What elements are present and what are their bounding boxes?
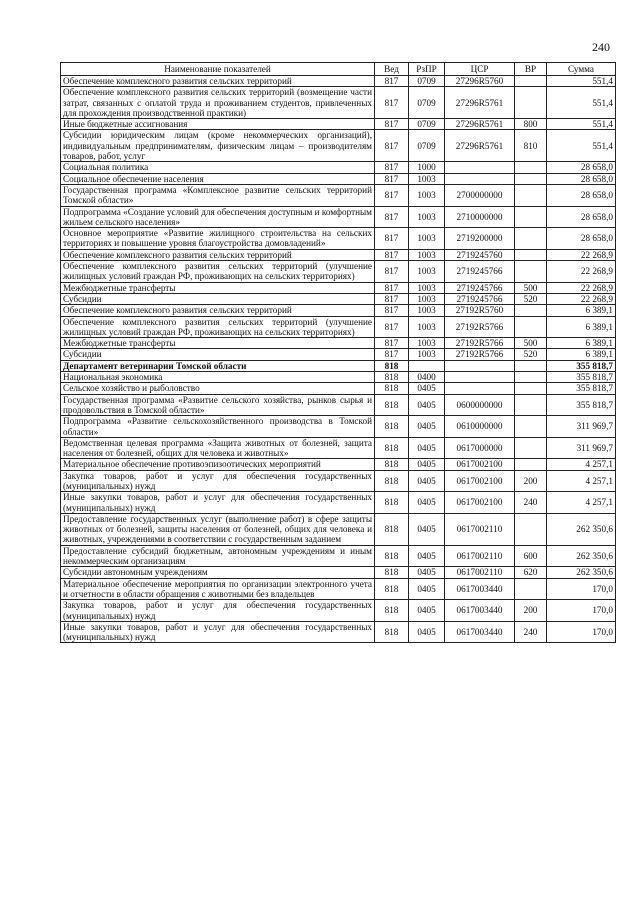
row-csr-cell: 0610000000 <box>445 416 515 438</box>
row-name-cell: Иные закупки товаров, работ и услуг для обеспечения государственных (муниципальных) нужд <box>61 621 375 643</box>
row-sum-cell: 22 268,9 <box>547 282 616 293</box>
header-sum: Сумма <box>547 63 616 76</box>
row-csr-cell: 2710000000 <box>445 206 515 228</box>
row-csr-cell: 2719245766 <box>445 293 515 304</box>
table-row <box>61 600 616 622</box>
row-rzpr-cell: 0405 <box>409 459 445 470</box>
row-name-cell: Обеспечение комплексного развития сельских территорий (улучшение жилищных условий граждан РФ, проживающих на сельских территориях) <box>61 316 375 338</box>
row-rzpr-cell: 0709 <box>409 130 445 162</box>
row-ved-cell: 817 <box>375 261 409 283</box>
row-vr-cell: 240 <box>515 621 547 643</box>
table-row <box>61 621 616 643</box>
row-csr-cell: 27296R5760 <box>445 76 515 87</box>
row-ved-cell: 817 <box>375 76 409 87</box>
row-sum-cell: 170,0 <box>547 578 616 600</box>
row-rzpr-cell: 0405 <box>409 492 445 514</box>
row-rzpr-cell: 1003 <box>409 349 445 360</box>
table-row <box>61 173 616 184</box>
row-rzpr-cell <box>409 360 445 371</box>
row-vr-cell <box>515 87 547 119</box>
row-rzpr-cell: 1003 <box>409 261 445 283</box>
row-vr-cell: 500 <box>515 338 547 349</box>
table-row <box>61 459 616 470</box>
row-sum-cell: 28 658,0 <box>547 184 616 206</box>
row-rzpr-cell: 0405 <box>409 416 445 438</box>
row-name-cell: Национальная экономика <box>61 372 375 383</box>
row-vr-cell <box>515 316 547 338</box>
row-vr-cell: 620 <box>515 567 547 578</box>
row-name-cell: Предоставление субсидий бюджетным, автономным учреждениям и иным некоммерческим организациям <box>61 545 375 567</box>
table-row <box>61 513 616 545</box>
row-sum-cell: 262 350,6 <box>547 545 616 567</box>
table-row <box>61 76 616 87</box>
header-vr: ВР <box>515 63 547 76</box>
row-sum-cell: 311 969,7 <box>547 437 616 459</box>
row-rzpr-cell: 0405 <box>409 383 445 394</box>
row-csr-cell: 2719245766 <box>445 261 515 283</box>
row-csr-cell: 27296R5761 <box>445 87 515 119</box>
row-sum-cell: 262 350,6 <box>547 513 616 545</box>
row-ved-cell: 817 <box>375 130 409 162</box>
row-name-cell: Обеспечение комплексного развития сельских территорий <box>61 249 375 260</box>
row-csr-cell: 27296R5761 <box>445 119 515 130</box>
table-row <box>61 228 616 250</box>
row-csr-cell: 27192R5766 <box>445 338 515 349</box>
row-vr-cell: 810 <box>515 130 547 162</box>
row-ved-cell: 818 <box>375 513 409 545</box>
row-rzpr-cell: 0405 <box>409 513 445 545</box>
row-vr-cell <box>515 162 547 173</box>
row-vr-cell: 520 <box>515 349 547 360</box>
row-vr-cell <box>515 261 547 283</box>
row-rzpr-cell: 0709 <box>409 119 445 130</box>
row-ved-cell: 817 <box>375 184 409 206</box>
row-rzpr-cell: 1003 <box>409 316 445 338</box>
table-row <box>61 119 616 130</box>
row-vr-cell <box>515 173 547 184</box>
row-sum-cell: 28 658,0 <box>547 162 616 173</box>
row-sum-cell: 355 818,7 <box>547 372 616 383</box>
row-csr-cell: 0617003440 <box>445 621 515 643</box>
row-name-cell: Межбюджетные трансферты <box>61 338 375 349</box>
row-name-cell: Закупка товаров, работ и услуг для обеспечения государственных (муниципальных) нужд <box>61 600 375 622</box>
table-row <box>61 416 616 438</box>
row-rzpr-cell: 1003 <box>409 338 445 349</box>
row-csr-cell: 0600000000 <box>445 394 515 416</box>
row-vr-cell <box>515 394 547 416</box>
row-vr-cell <box>515 305 547 316</box>
row-rzpr-cell: 1003 <box>409 305 445 316</box>
table-row <box>61 261 616 283</box>
row-vr-cell <box>515 513 547 545</box>
row-ved-cell: 817 <box>375 293 409 304</box>
row-rzpr-cell: 1003 <box>409 206 445 228</box>
row-rzpr-cell: 1000 <box>409 162 445 173</box>
row-csr-cell <box>445 173 515 184</box>
row-ved-cell: 817 <box>375 162 409 173</box>
row-rzpr-cell: 1003 <box>409 173 445 184</box>
header-csr: ЦСР <box>445 63 515 76</box>
row-sum-cell: 6 389,1 <box>547 316 616 338</box>
row-name-cell: Подпрограмма «Развитие сельскохозяйственного производства в Томской области» <box>61 416 375 438</box>
row-sum-cell: 6 389,1 <box>547 349 616 360</box>
row-csr-cell <box>445 360 515 371</box>
row-rzpr-cell: 0709 <box>409 87 445 119</box>
table-header-row <box>61 63 616 76</box>
row-rzpr-cell: 1003 <box>409 282 445 293</box>
row-name-cell: Предоставление государственных услуг (выполнение работ) в сфере защиты животных от болезней, защиты населения от болезней, общих для человека и животных, учреждениями в соответствии с государственным заданием <box>61 513 375 545</box>
row-ved-cell: 818 <box>375 360 409 371</box>
row-name-cell: Сельское хозяйство и рыболовство <box>61 383 375 394</box>
row-ved-cell: 817 <box>375 87 409 119</box>
row-vr-cell: 200 <box>515 470 547 492</box>
table-row <box>61 206 616 228</box>
row-ved-cell: 818 <box>375 459 409 470</box>
table-row <box>61 372 616 383</box>
table-row <box>61 162 616 173</box>
row-ved-cell: 818 <box>375 621 409 643</box>
row-vr-cell: 240 <box>515 492 547 514</box>
row-vr-cell <box>515 206 547 228</box>
row-sum-cell: 551,4 <box>547 87 616 119</box>
row-ved-cell: 817 <box>375 228 409 250</box>
row-ved-cell: 818 <box>375 383 409 394</box>
table-row <box>61 316 616 338</box>
header-ved: Вед <box>375 63 409 76</box>
row-csr-cell: 27296R5761 <box>445 130 515 162</box>
table-row <box>61 338 616 349</box>
row-vr-cell <box>515 360 547 371</box>
row-vr-cell <box>515 184 547 206</box>
row-vr-cell <box>515 76 547 87</box>
table-row <box>61 130 616 162</box>
row-rzpr-cell: 1003 <box>409 228 445 250</box>
row-ved-cell: 817 <box>375 282 409 293</box>
row-ved-cell: 818 <box>375 416 409 438</box>
row-sum-cell: 551,4 <box>547 76 616 87</box>
row-vr-cell: 800 <box>515 119 547 130</box>
row-rzpr-cell: 1003 <box>409 293 445 304</box>
row-csr-cell: 0617002100 <box>445 492 515 514</box>
row-sum-cell: 28 658,0 <box>547 173 616 184</box>
row-rzpr-cell: 0405 <box>409 437 445 459</box>
row-name-cell: Ведомственная целевая программа «Защита животных от болезней, защита населения от болезней, общих для человека и животных» <box>61 437 375 459</box>
row-rzpr-cell: 0405 <box>409 600 445 622</box>
row-rzpr-cell: 0405 <box>409 470 445 492</box>
row-name-cell: Обеспечение комплексного развития сельских территорий <box>61 76 375 87</box>
row-sum-cell: 6 389,1 <box>547 305 616 316</box>
row-sum-cell: 170,0 <box>547 600 616 622</box>
row-vr-cell <box>515 383 547 394</box>
row-csr-cell: 0617000000 <box>445 437 515 459</box>
row-name-cell: Субсидии автономным учреждениям <box>61 567 375 578</box>
row-rzpr-cell: 0709 <box>409 76 445 87</box>
table-row <box>61 545 616 567</box>
row-sum-cell: 262 350,6 <box>547 567 616 578</box>
row-rzpr-cell: 0405 <box>409 545 445 567</box>
row-rzpr-cell: 1003 <box>409 184 445 206</box>
row-name-cell: Основное мероприятие «Развитие жилищного строительства на сельских территориях и повышение уровня благоустройства домовладений» <box>61 228 375 250</box>
page-number: 240 <box>592 40 610 54</box>
row-rzpr-cell: 0405 <box>409 621 445 643</box>
row-vr-cell: 500 <box>515 282 547 293</box>
row-csr-cell: 27192R5766 <box>445 349 515 360</box>
table-row <box>61 87 616 119</box>
row-rzpr-cell: 0405 <box>409 578 445 600</box>
row-vr-cell <box>515 416 547 438</box>
row-ved-cell: 817 <box>375 249 409 260</box>
table-row <box>61 383 616 394</box>
row-csr-cell <box>445 162 515 173</box>
table-row <box>61 578 616 600</box>
row-ved-cell: 817 <box>375 316 409 338</box>
row-ved-cell: 818 <box>375 578 409 600</box>
row-name-cell: Субсидии <box>61 349 375 360</box>
row-vr-cell <box>515 372 547 383</box>
budget-table <box>60 62 616 643</box>
table-row <box>61 184 616 206</box>
table-row <box>61 470 616 492</box>
row-sum-cell: 28 658,0 <box>547 228 616 250</box>
row-vr-cell: 200 <box>515 600 547 622</box>
row-vr-cell <box>515 249 547 260</box>
row-vr-cell <box>515 437 547 459</box>
row-sum-cell: 28 658,0 <box>547 206 616 228</box>
row-sum-cell: 4 257,1 <box>547 492 616 514</box>
row-csr-cell: 2719245766 <box>445 282 515 293</box>
table-row <box>61 437 616 459</box>
row-rzpr-cell: 0405 <box>409 567 445 578</box>
row-name-cell: Закупка товаров, работ и услуг для обеспечения государственных (муниципальных) нужд <box>61 470 375 492</box>
table-row <box>61 394 616 416</box>
row-sum-cell: 4 257,1 <box>547 470 616 492</box>
row-ved-cell: 818 <box>375 567 409 578</box>
row-csr-cell: 0617003440 <box>445 578 515 600</box>
table-row <box>61 305 616 316</box>
row-sum-cell: 355 818,7 <box>547 394 616 416</box>
row-sum-cell: 22 268,9 <box>547 249 616 260</box>
row-ved-cell: 817 <box>375 338 409 349</box>
row-ved-cell: 817 <box>375 173 409 184</box>
table-row <box>61 349 616 360</box>
row-ved-cell: 817 <box>375 305 409 316</box>
table-row <box>61 492 616 514</box>
row-ved-cell: 818 <box>375 545 409 567</box>
row-ved-cell: 818 <box>375 600 409 622</box>
row-name-cell: Департамент ветеринарии Томской области <box>61 360 375 371</box>
row-vr-cell <box>515 228 547 250</box>
row-sum-cell: 22 268,9 <box>547 261 616 283</box>
row-csr-cell: 0617002110 <box>445 545 515 567</box>
row-sum-cell: 6 389,1 <box>547 338 616 349</box>
row-name-cell: Социальная политика <box>61 162 375 173</box>
row-name-cell: Обеспечение комплексного развития сельских территорий <box>61 305 375 316</box>
row-vr-cell <box>515 459 547 470</box>
table-row <box>61 360 616 371</box>
row-ved-cell: 818 <box>375 492 409 514</box>
row-csr-cell <box>445 372 515 383</box>
row-vr-cell: 520 <box>515 293 547 304</box>
row-name-cell: Государственная программа «Комплексное развитие сельских территорий Томской области» <box>61 184 375 206</box>
row-name-cell: Государственная программа «Развитие сельского хозяйства, рынков сырья и продовольствия в Томской области» <box>61 394 375 416</box>
row-ved-cell: 818 <box>375 372 409 383</box>
row-name-cell: Субсидии <box>61 293 375 304</box>
row-rzpr-cell: 0400 <box>409 372 445 383</box>
row-name-cell: Обеспечение комплексного развития сельских территорий (возмещение части затрат, связанных с оплатой труда и проживанием студентов, привлеченных для прохождения производственной практики) <box>61 87 375 119</box>
row-csr-cell: 2700000000 <box>445 184 515 206</box>
row-name-cell: Иные бюджетные ассигнования <box>61 119 375 130</box>
row-ved-cell: 817 <box>375 349 409 360</box>
header-name: Наименование показателей <box>61 63 375 76</box>
row-vr-cell <box>515 578 547 600</box>
row-sum-cell: 22 268,9 <box>547 293 616 304</box>
row-ved-cell: 818 <box>375 437 409 459</box>
row-sum-cell: 355 818,7 <box>547 383 616 394</box>
row-rzpr-cell: 0405 <box>409 394 445 416</box>
header-rzpr: РзПР <box>409 63 445 76</box>
row-name-cell: Подпрограмма «Создание условий для обеспечения доступным и комфортным жильем сельского населения» <box>61 206 375 228</box>
row-csr-cell: 0617002110 <box>445 567 515 578</box>
row-sum-cell: 355 818,7 <box>547 360 616 371</box>
table-body <box>61 76 616 643</box>
row-csr-cell: 27192R5766 <box>445 316 515 338</box>
row-csr-cell: 0617002100 <box>445 459 515 470</box>
row-name-cell: Материальное обеспечение мероприятия по организации электронного учета и отчетности в области обращения с животными без владельцев <box>61 578 375 600</box>
row-sum-cell: 4 257,1 <box>547 459 616 470</box>
row-ved-cell: 817 <box>375 206 409 228</box>
row-sum-cell: 170,0 <box>547 621 616 643</box>
row-sum-cell: 311 969,7 <box>547 416 616 438</box>
row-ved-cell: 818 <box>375 470 409 492</box>
row-rzpr-cell: 1003 <box>409 249 445 260</box>
row-name-cell: Материальное обеспечение противоэпизоотических мероприятий <box>61 459 375 470</box>
row-vr-cell: 600 <box>515 545 547 567</box>
row-csr-cell: 0617003440 <box>445 600 515 622</box>
table-row <box>61 293 616 304</box>
row-csr-cell: 0617002110 <box>445 513 515 545</box>
row-ved-cell: 817 <box>375 119 409 130</box>
table-row <box>61 567 616 578</box>
row-csr-cell: 2719200000 <box>445 228 515 250</box>
row-name-cell: Субсидии юридическим лицам (кроме некоммерческих организаций), индивидуальным предпринимателям, физическим лицам – производителям товаров, работ, услуг <box>61 130 375 162</box>
table-row <box>61 249 616 260</box>
row-ved-cell: 818 <box>375 394 409 416</box>
row-name-cell: Иные закупки товаров, работ и услуг для обеспечения государственных (муниципальных) нужд <box>61 492 375 514</box>
row-csr-cell: 2719245760 <box>445 249 515 260</box>
row-csr-cell: 0617002100 <box>445 470 515 492</box>
table-row <box>61 282 616 293</box>
row-sum-cell: 551,4 <box>547 119 616 130</box>
row-csr-cell <box>445 383 515 394</box>
row-name-cell: Обеспечение комплексного развития сельских территорий (улучшение жилищных условий граждан РФ, проживающих на сельских территориях) <box>61 261 375 283</box>
row-csr-cell: 27192R5760 <box>445 305 515 316</box>
row-sum-cell: 551,4 <box>547 130 616 162</box>
row-name-cell: Социальное обеспечение населения <box>61 173 375 184</box>
row-name-cell: Межбюджетные трансферты <box>61 282 375 293</box>
